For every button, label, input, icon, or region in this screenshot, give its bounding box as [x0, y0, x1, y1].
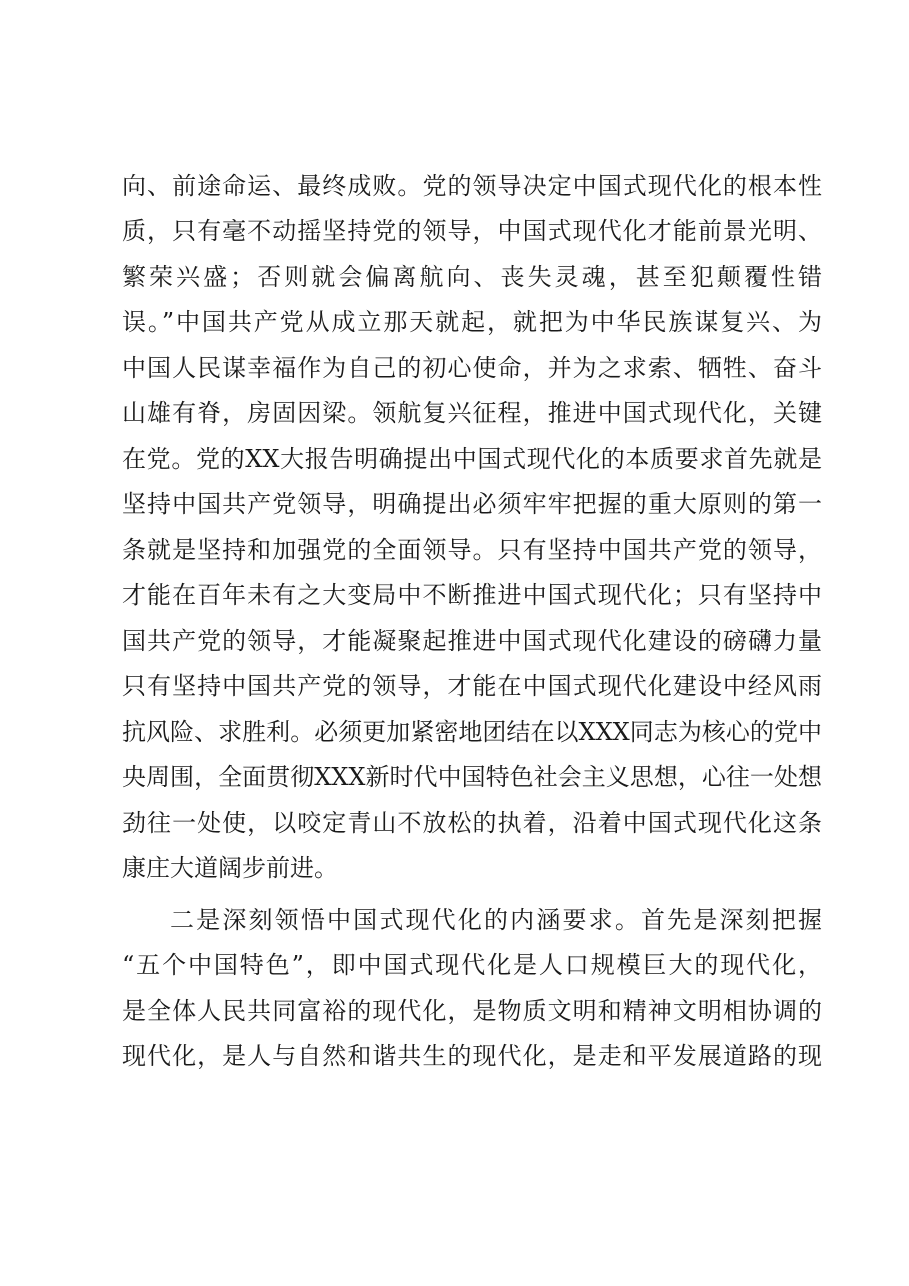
text-line: 繁荣兴盛；否则就会偏离航向、丧失灵魂，甚至犯颠覆性错 — [122, 263, 822, 291]
text-line: 国共产党的领导，才能凝聚起推进中国式现代化建设的磅礴力量 — [122, 627, 822, 655]
text-line: 条就是坚持和加强党的全面领导。只有坚持中国共产党的领导， — [122, 536, 822, 564]
paragraph-first-line: 二是深刻领悟中国式现代化的内涵要求。首先是深刻把握 — [170, 906, 822, 934]
text-line: 山雄有脊，房固因梁。领航复兴征程，推进中国式现代化，关键 — [122, 399, 822, 427]
text-line: 央周围，全面贯彻XXX新时代中国特色社会主义思想，心往一处想 — [122, 763, 822, 791]
text-line: 中国人民谋幸福作为自己的初心使命，并为之求索、牺牲、奋斗 — [122, 354, 822, 382]
text-line: 坚持中国共产党领导，明确提出必须牢牢把握的重大原则的第一 — [122, 490, 822, 518]
text-line: 才能在百年未有之大变局中不断推进中国式现代化；只有坚持中 — [122, 581, 822, 609]
text-line: 劲往一处使，以咬定青山不放松的执着，沿着中国式现代化这条 — [122, 809, 822, 837]
text-line: 在党。党的XX大报告明确提出中国式现代化的本质要求首先就是 — [122, 445, 822, 473]
text-line: 向、前途命运、最终成败。党的领导决定中国式现代化的根本性 — [122, 172, 822, 200]
text-line: 现代化，是人与自然和谐共生的现代化，是走和平发展道路的现 — [122, 1042, 822, 1070]
text-line: “五个中国特色”，即中国式现代化是人口规模巨大的现代化， — [122, 951, 822, 979]
text-line: 是全体人民共同富裕的现代化，是物质文明和精神文明相协调的 — [122, 997, 822, 1025]
text-line: 误。”中国共产党从成立那天就起，就把为中华民族谋复兴、为 — [122, 308, 822, 336]
text-line: 质，只有毫不动摇坚持党的领导，中国式现代化才能前景光明、 — [122, 217, 822, 245]
text-line: 只有坚持中国共产党的领导，才能在中国式现代化建设中经风雨 — [122, 672, 822, 700]
text-line: 抗风险、求胜利。必须更加紧密地团结在以XXX同志为核心的党中 — [122, 718, 822, 746]
text-line: 康庄大道阔步前进。 — [122, 854, 338, 882]
